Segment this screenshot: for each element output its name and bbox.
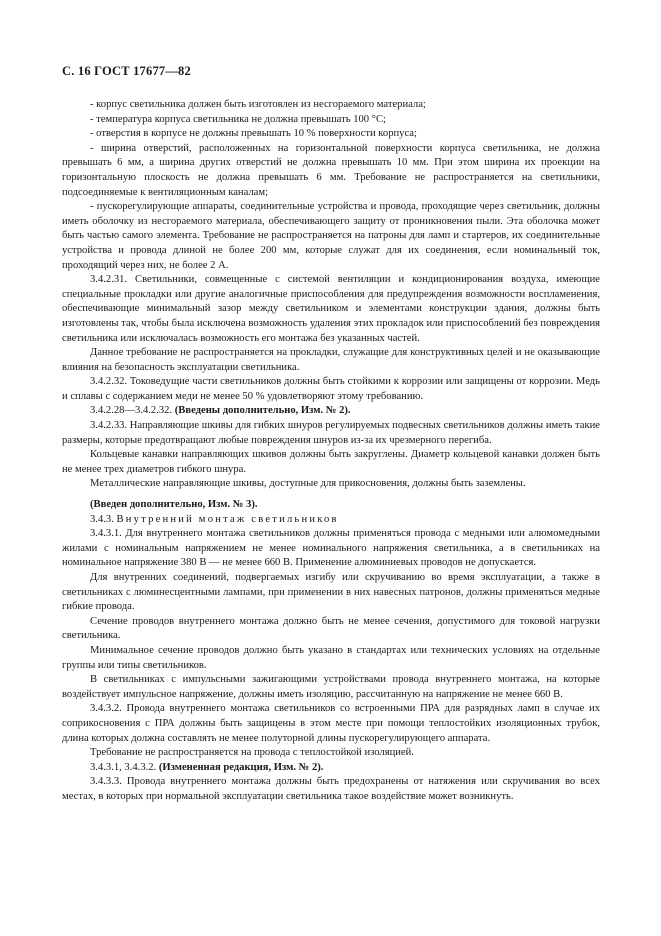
paragraph: Для внутренних соединений, подвергаемых изгибу или скручиванию во время эксплуатации, а также в светильниках с люминесцентными лампами, при применении в них навесных патронов, должны применяться медные гибкие провода. <box>62 572 600 613</box>
amendment-note: (Введен дополнительно, Изм. № 3). <box>90 499 258 511</box>
amendment-text: (Введены дополнительно, Изм. № 2). <box>174 405 351 417</box>
amendment-text: (Измененная редакция, Изм. № 2). <box>158 761 324 773</box>
paragraph: - отверстия в корпусе не должны превышать 10 % поверхности корпуса; <box>90 128 417 140</box>
paragraph: 3.4.2.31. Светильники, совмещенные с системой вентиляции и кондиционирования воздуха, имеющие специальные прокладки или другие аналогичные приспособления для предупреждения возможности воспламенения, обеспечивающие минимальный зазор между светильником и элементами конструкции здания, должны быть изготовлены так, чтобы была исключена возможность удаления этих прокладок или приспособлений без повреждения светильника или исключалась возможность его монтажа без указанных частей. <box>62 274 600 344</box>
paragraph: Требование не распространяется на провода с теплостойкой изоляцией. <box>90 747 414 759</box>
section-number: 3.4.3. <box>90 513 117 525</box>
section-heading <box>62 513 600 528</box>
paragraph: 3.4.2.32. Токоведущие части светильников должны быть стойкими к коррозии или защищены от коррозии. Медь и сплавы с содержанием меди не менее 50 % удовлетворяют этому требованию. <box>62 376 600 402</box>
paragraph: - корпус светильника должен быть изготовлен из несгораемого материала; <box>90 99 426 110</box>
paragraph: 3.4.3.1. Для внутреннего монтажа светильников должны применяться провода с медными или алюмомедными жилами с номинальным напряжением не менее номинального напряжения светильника, а в светильниках на номинальное напряжение 380 В — не менее 660 В. Применение алюминиевых проводов не допускается. <box>62 528 600 569</box>
document-body <box>62 98 600 805</box>
paragraph: Минимальное сечение проводов должно быть указано в стандартах или технических условиях на отдельные группы или типы светильников. <box>62 644 600 671</box>
amendment-ref: 3.4.2.28—3.4.2.32. <box>90 405 175 417</box>
amendment-note <box>62 761 600 776</box>
amendment-ref: 3.4.3.1, 3.4.3.2. <box>90 761 159 773</box>
paragraph: 3.4.3.2. Провода внутреннего монтажа светильников со встроенными ПРА для разрядных ламп в случае их соприкосновения с ПРА должны быть защищены в этом месте при помощи теплостойких изоляционных трубок, длина которых должна составлять не менее полуторной длины пускорегулирующего аппарата. <box>62 703 600 744</box>
paragraph: Металлические направляющие шкивы, доступные для прикосновения, должны быть заземлены. <box>90 478 526 490</box>
page-header: С. 16 ГОСТ 17677—82 <box>62 64 191 78</box>
paragraph: 3.4.2.33. Направляющие шкивы для гибких шнуров регулируемых подвесных светильников должны иметь такие размеры, которые предотвращают любые повреждения шнуров из-за их чрезмерного перегиба. <box>62 420 600 446</box>
paragraph: В светильниках с импульсными зажигающими устройствами провода внутреннего монтажа, на которые воздействует импульсное напряжение, должны иметь изоляцию, рассчитанную на напряжение не менее 660 В. <box>62 674 600 700</box>
paragraph: - пускорегулирующие аппараты, соединительные устройства и провода, проходящие через светильник, должны иметь оболочку из несгораемого материала, обеспечивающего защиту от проникновения пыли. Эта оболочка может быть частью самого элемента. Требование не распространяется на патроны для ламп и стартеров, их соединительные устройства и провода длиной не более 200 мм, которые служат для их соединения, если номинальный ток, проходящий через них, не более 2 А. <box>62 201 600 271</box>
paragraph: Сечение проводов внутреннего монтажа должно быть не менее сечения, допустимого для токовой нагрузки светильника. <box>62 615 600 642</box>
amendment-note <box>62 404 600 419</box>
paragraph: 3.4.3.3. Провода внутреннего монтажа должны быть предохранены от натяжения или скручивания во всех местах, в которых при нормальной эксплуатации светильника такое воздействие может возникнуть. <box>62 776 600 802</box>
paragraph: Кольцевые канавки направляющих шкивов должны быть закруглены. Диаметр кольцевой канавки должен быть не менее трех диаметров гибкого шнура. <box>62 449 600 475</box>
section-title: Внутренний монтаж светильников <box>116 513 339 525</box>
paragraph: - ширина отверстий, расположенных на горизонтальной поверхности корпуса светильника, не должна превышать 6 мм, а ширина других отверстий не должна превышать 10 мм. При этом ширина их проекции на горизонтальную плоскость не должна превышать 6 мм. Требование не распространяется на светильники, подсоединяемые к вентиляционным каналам; <box>62 142 600 198</box>
paragraph: Данное требование не распространяется на прокладки, служащие для конструктивных целей и не оказывающие влияния на безопасность эксплуатации светильника. <box>62 347 600 373</box>
paragraph: - температура корпуса светильника не должна превышать 100 °С; <box>90 113 386 125</box>
